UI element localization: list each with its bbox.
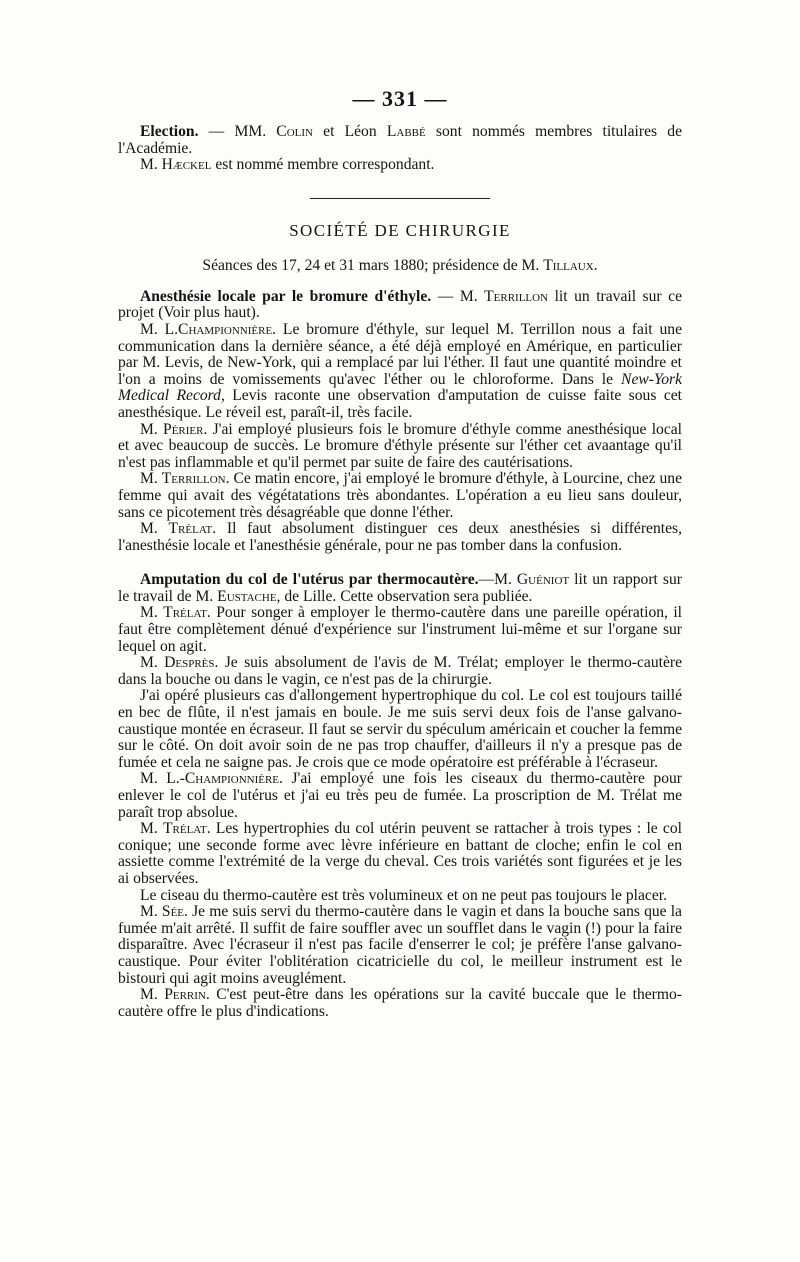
anesthesie-paragraph-5: M. Trélat. Il faut absolument distinguer ces deux anesthésies si différentes, l'anesthésie locale et l'anesthésie générale, pour ne pas tomber dans la confusion.: [118, 520, 682, 554]
author-name: Guéniot: [516, 571, 570, 589]
author-name: Labbé: [386, 123, 426, 140]
amputation-paragraph-9: M. Perrin. C'est peut-être dans les opérations sur la cavité buccale que le thermo-cautère offre le plus d'indications.: [118, 986, 682, 1020]
author-name: Trélat: [162, 820, 207, 838]
page-number: — 331 —: [352, 86, 448, 111]
author-name: Desprès: [164, 654, 215, 672]
author-name: Eustache: [217, 587, 277, 605]
amputation-paragraph-6: M. Trélat. Les hypertrophies du col utérin peuvent se rattacher à trois types : le col conique; une seconde forme avec lèvre inférieure en battant de cloche; enfin le col en assiette comme l'extrémité de la verge du cheval. Ces trois variétés sont figurées et je les ai observées.: [118, 820, 682, 887]
author-name: Perrin: [164, 986, 206, 1004]
anesthesie-heading: Anesthésie locale par le bromure d'éthyle.: [140, 287, 432, 305]
author-name: Hæckel: [161, 156, 212, 174]
section-title: SOCIÉTÉ DE CHIRURGIE: [289, 220, 511, 240]
election-paragraph: Election. — MM. Colin et Léon Labbé sont nommés membres titulaires de l'Académie.: [118, 123, 682, 157]
author-name: Périer: [163, 420, 204, 438]
amputation-paragraph-3: M. Desprès. Je suis absolument de l'avis de M. Trélat; employer le thermo-cautère dans la bouche ou dans le vagin, ce n'est pas de la chirurgie.: [118, 654, 682, 688]
amputation-paragraph-2: M. Trélat. Pour songer à employer le thermo-cautère dans une pareille opération, il faut être complètement dénué d'expérience sur l'instrument lui-même et sur l'organe sur lequel on agit.: [118, 604, 682, 655]
author-name: Sée: [161, 903, 185, 921]
author-name: Championnière: [184, 770, 280, 788]
author-name: Terrillon: [484, 287, 549, 305]
amputation-paragraph-8: M. Sée. Je me suis servi du thermo-cautère dans le vagin et dans la bouche sans que la fumée m'ait arrêté. Il suffit de faire souffler avec un soufflet dans le vagin (!) pour la faire disparaître. Avec l'écraseur il n'est pas facile d'enserrer le col; je préfère l'anse galvano-caustique. Pour éviter l'oblitération cicatricielle du col, le meilleur instrument est le bistouri qui agit moins aveuglément.: [118, 903, 682, 987]
section-gap: [118, 554, 682, 572]
anesthesie-paragraph-2: M. L.Championnière. Le bromure d'éthyle, sur lequel M. Terrillon nous a fait une communication dans la dernière séance, a été déjà employé en Amérique, en particulier par M. Levis, de New-York, qui a remplacé par lui l'éther. Il faut une quantité moindre et l'on a moins de vomissements qu'avec l'éther ou le chloroforme. Dans le New-York Medical Record, Levis raconte une observation d'amputation de cuisse faite sous cet anesthésique. Le réveil est, paraît-il, très facile.: [118, 320, 682, 421]
election-paragraph-2: M. Hæckel est nommé membre correspondant.: [140, 156, 435, 174]
election-heading: Election.: [140, 123, 199, 140]
anesthesie-paragraph-4: M. Terrillon. Ce matin encore, j'ai employé le bromure d'éthyle, à Lourcine, chez une femme qui avait des végétatations très abondantes. L'opération a eu lieu sans douleur, sans ce picotement très désagréable que donne l'éther.: [118, 470, 682, 521]
president-name: Tillaux: [543, 256, 594, 274]
amputation-heading: Amputation du col de l'utérus par thermocautère.: [140, 571, 479, 589]
session-dates: Séances des 17, 24 et 31 mars 1880; présidence de M. Tillaux.: [202, 256, 598, 274]
journal-title: New-York Medical Record: [118, 370, 682, 405]
anesthesie-paragraph-3: M. Périer. J'ai employé plusieurs fois le bromure d'éthyle comme anesthésique local et avec beaucoup de succès. Le bromure d'éthyle présente sur l'éther cet avaantage qu'il n'est pas inflammable et qu'il permet par suite de faire des cautérisations.: [118, 420, 682, 471]
anesthesie-paragraph-1: Anesthésie locale par le bromure d'éthyle. — M. Terrillon lit un travail sur ce projet (Voir plus haut).: [118, 287, 682, 322]
author-name: Terrillon: [161, 470, 226, 488]
author-name: Trélat: [163, 604, 207, 622]
amputation-paragraph-5: M. L.-Championnière. J'ai employé une fois les ciseaux du thermo-cautère pour enlever le col de l'utérus et j'ai eu très peu de fumée. La proscription de M. Trélat me paraît trop absolue.: [118, 770, 682, 821]
amputation-paragraph-4: J'ai opéré plusieurs cas d'allongement hypertrophique du col. Le col est toujours taillé en bec de flûte, il n'est jamais en boule. Je me suis servi deux fois de l'anse galvano-caustique montée en écraseur. Il faut se servir du spéculum américain et coucher la femme sur le côté. On doit avoir soin de ne pas trop chauffer, d'ailleurs il n'y a presque pas de fumée et cela ne saigne pas. Je crois que ce mode opératoire est préférable à l'écraseur.: [118, 687, 682, 771]
amputation-paragraph-1: Amputation du col de l'utérus par thermocautère.—M. Guéniot lit un rapport sur le travail de M. Eustache, de Lille. Cette observation sera publiée.: [118, 571, 682, 605]
amputation-paragraph-7: Le ciseau du thermo-cautère est très volumineux et on ne peut pas toujours le placer.: [140, 886, 667, 904]
author-name: Colin: [276, 123, 313, 140]
section-divider: [310, 198, 490, 199]
author-name: Championnière: [178, 320, 273, 338]
author-name: Trélat: [168, 520, 213, 538]
